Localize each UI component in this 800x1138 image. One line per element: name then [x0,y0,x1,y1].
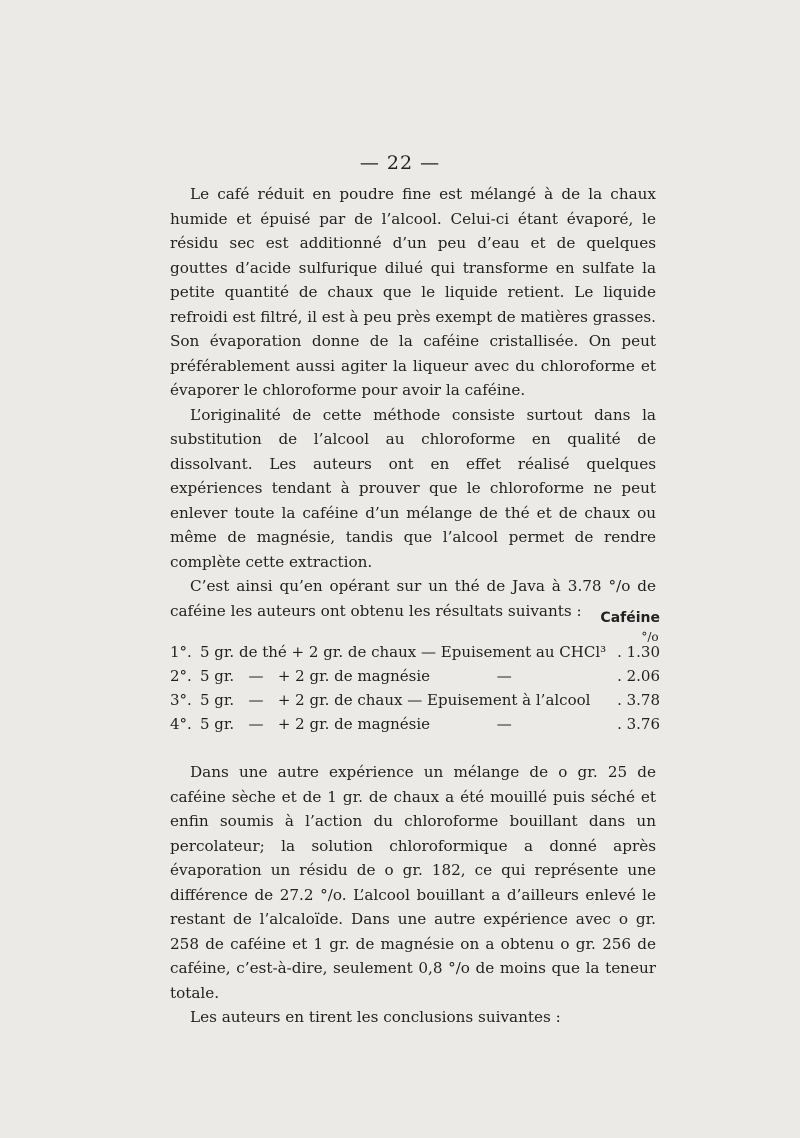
paragraph: C’est ainsi qu’en opérant sur un thé de Java à 3.78 °/o de caféine les auteurs ont obtenu les résultats suivants : [170,577,656,620]
page-number: — 22 — [359,152,441,174]
row-description: 5 gr. — + 2 gr. de magnésie — [200,715,512,733]
row-value: . 3.76 [617,715,660,733]
table-header-cafeine: Caféine [600,610,660,626]
table-row [170,688,660,712]
row-number: 4°. [170,715,192,733]
body-text-bottom [170,760,656,1030]
row-number: 3°. [170,691,192,709]
row-description: 5 gr. — + 2 gr. de magnésie — [200,667,512,685]
row-value: . 3.78 [617,691,660,709]
table-unit: °/o [641,630,659,644]
paragraph: Les auteurs en tirent les conclusions suivantes : [190,1008,561,1026]
paragraph: L’originalité de cette méthode consiste surtout dans la substitution de l’alcool au chloroforme en qualité de dissolvant. Les auteurs ont en effet réalisé quelques expériences tendant à prouver que le chloroforme ne peut enlever toute la caféine d’un mélange de thé et de chaux ou même de magnésie, tandis que l’alcool permet de rendre complète cette extraction. [170,405,656,571]
paragraph: Le café réduit en poudre fine est mélangé à de la chaux humide et épuisé par de l’alcool. Celui-ci étant évaporé, le résidu sec est additionné d’un peu d’eau et de quelques gouttes d’acide sulfurique dilué qui transforme en sulfate la petite quantité de chaux que le liquide retient. Le liquide refroidi est filtré, il est à peu près exempt de matières grasses. Son évaporation donne de la caféine cristallisée. On peut préférablement aussi agiter la liqueur avec du chloroforme et évaporer le chloroforme pour avoir la caféine. [170,185,656,399]
row-number: 1°. [170,643,192,661]
row-value: . 2.06 [617,667,660,685]
row-value: . 1.30 [617,643,660,661]
row-description: 5 gr. — + 2 gr. de chaux — Epuisement à l’alcool [200,691,591,709]
paragraph: Dans une autre expérience un mélange de o gr. 25 de caféine sèche et de 1 gr. de chaux a été mouillé puis séché et enfin soumis à l’action du chloroforme bouillant dans un percolateur; la solution chloroformique a donné après évaporation un résidu de o gr. 182, ce qui représente une différence de 27.2 °/o. L’alcool bouillant a d’ailleurs enlevé le restant de l’alcaloïde. Dans une autre expérience avec o gr. 258 de caféine et 1 gr. de magnésie on a obtenu o gr. 256 de caféine, c’est-à-dire, seulement 0,8 °/o de moins que la teneur totale. [170,763,656,1002]
body-text-top [170,182,656,623]
row-description: 5 gr. de thé + 2 gr. de chaux — Epuisement au CHCl³ [200,643,607,661]
table-row [170,712,660,736]
table-row [170,640,660,664]
table-row [170,664,660,688]
row-number: 2°. [170,667,192,685]
results-table [170,640,660,736]
